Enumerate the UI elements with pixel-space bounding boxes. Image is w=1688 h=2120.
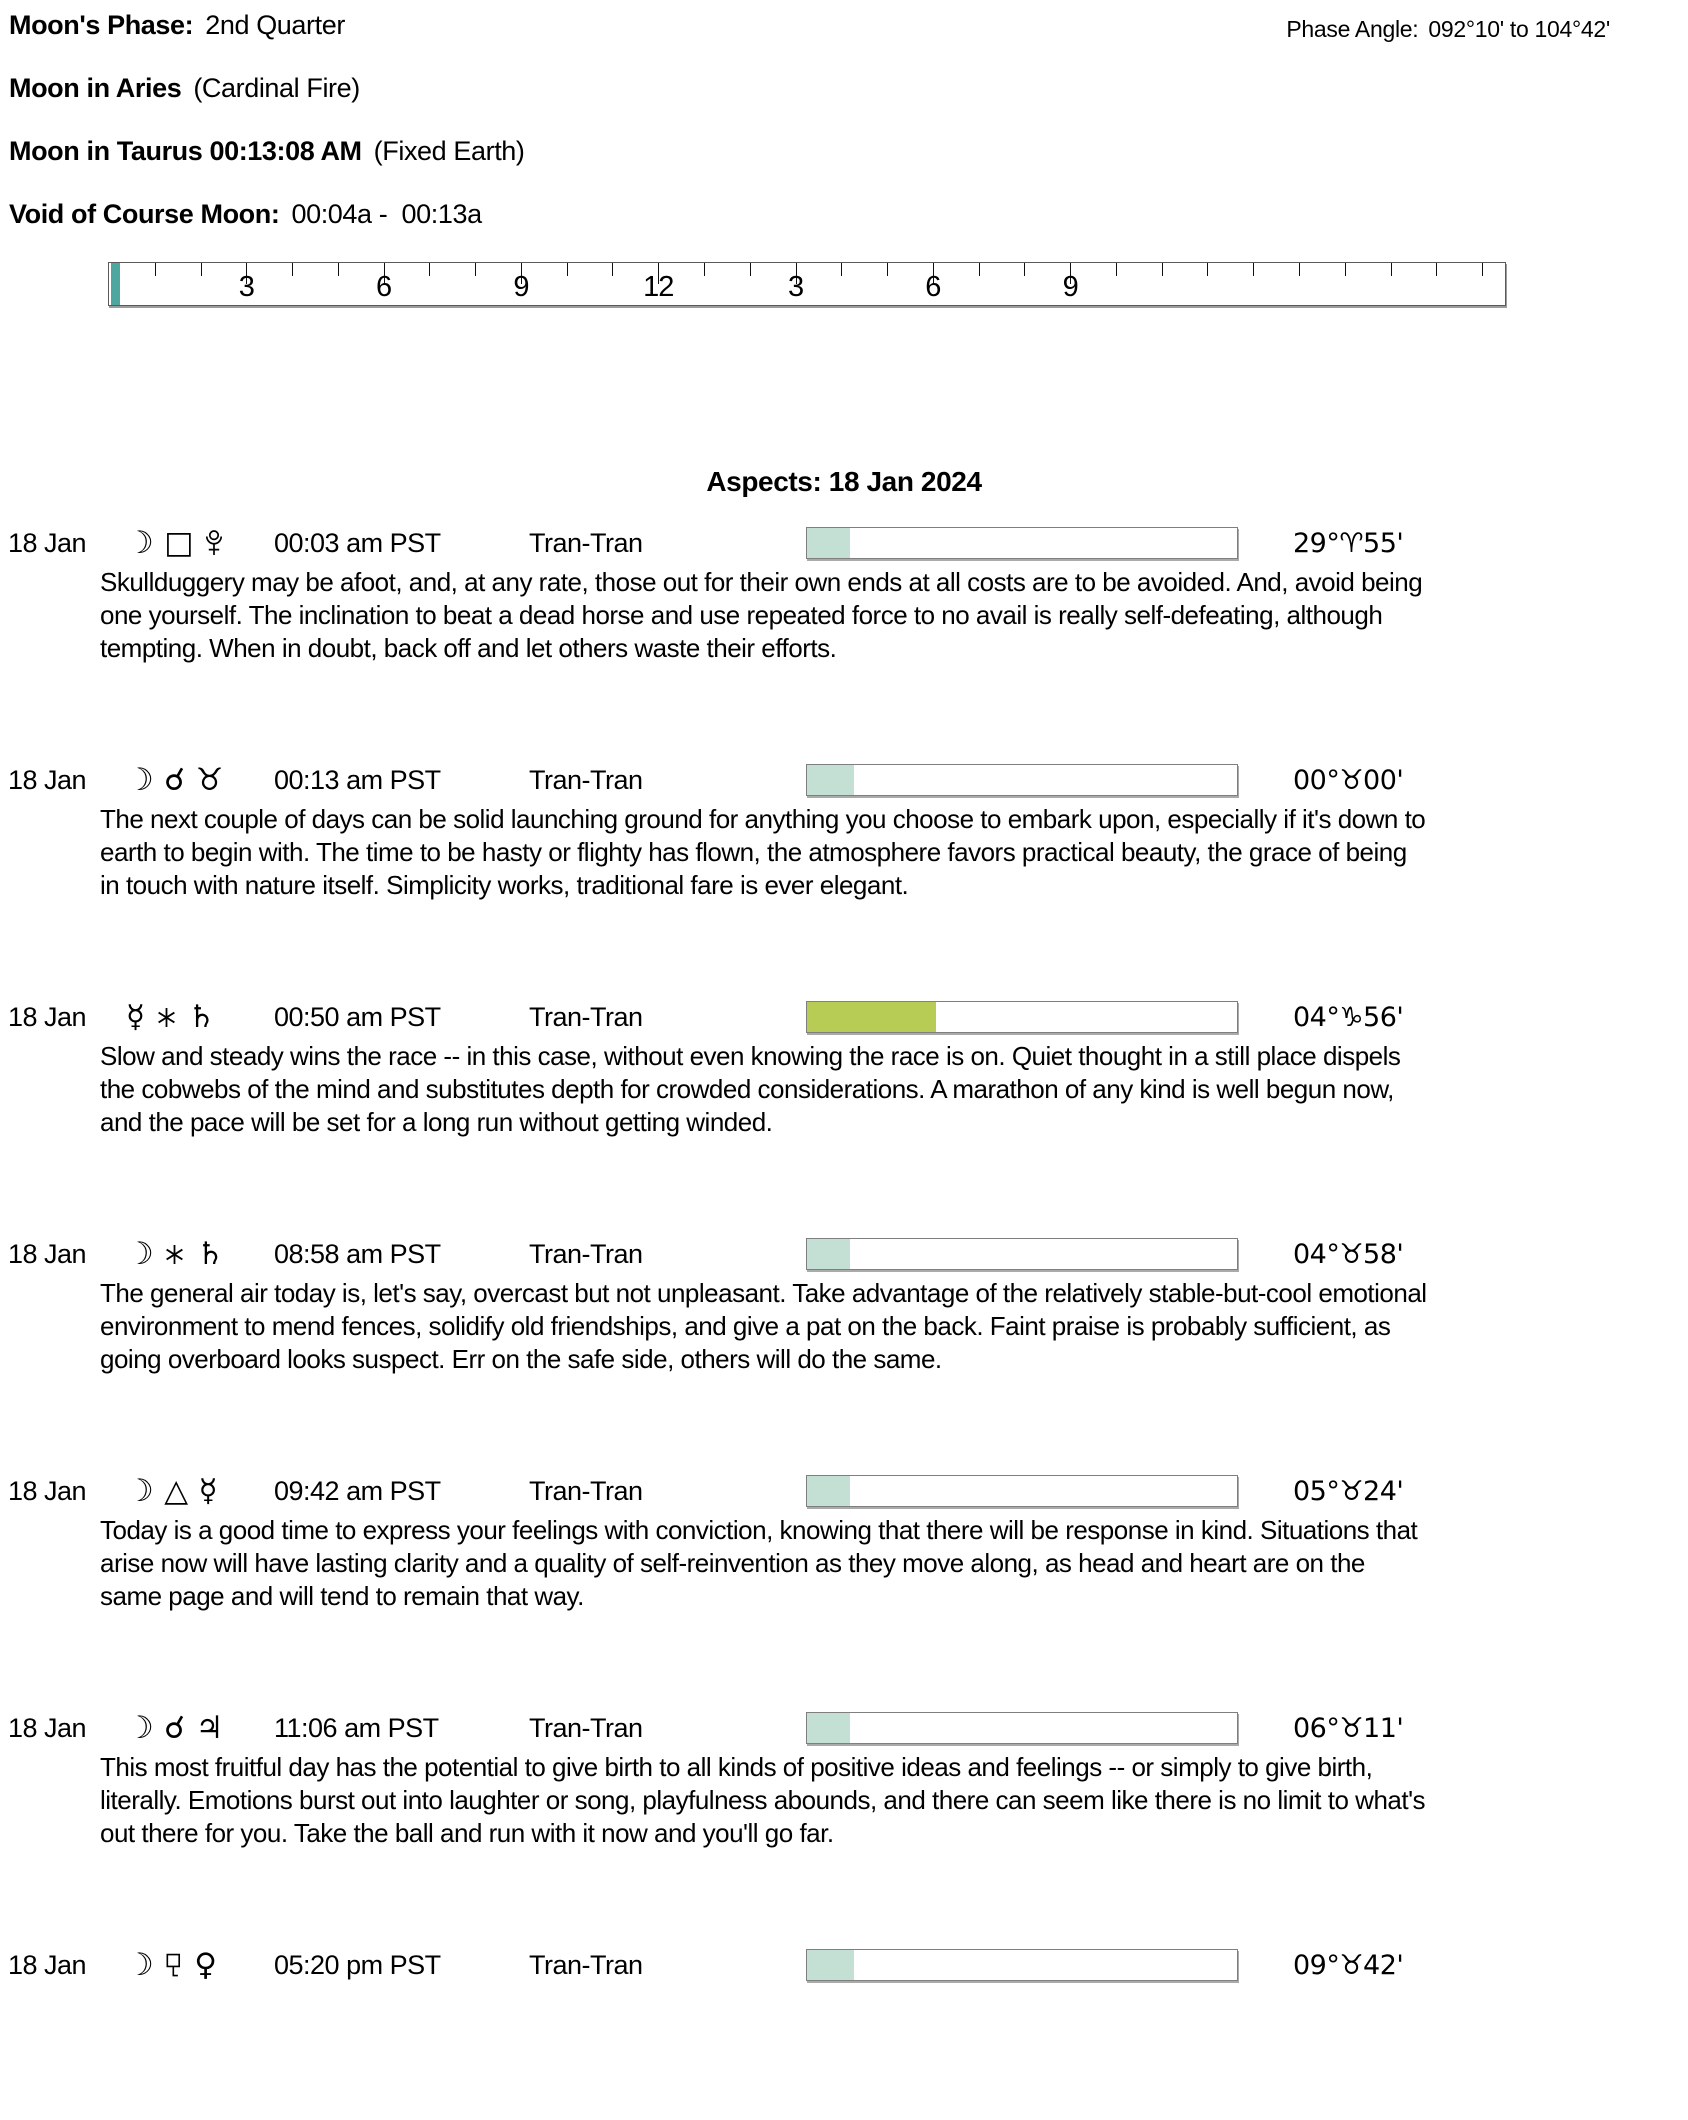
mercury-icon: ☿ (198, 1473, 218, 1509)
ruler-hour-label: 3 (238, 271, 254, 303)
mercury-icon: ☿ (126, 999, 145, 1035)
moon-sign-1: Moon in Aries (9, 73, 182, 103)
ruler-tick (1162, 263, 1163, 276)
aspect-description (100, 1988, 1430, 2120)
aspect-degree: 05°♉24' (1293, 1475, 1404, 1507)
ruler-tick (201, 263, 202, 276)
aspect-header (0, 761, 1688, 799)
ruler-tick (841, 263, 842, 276)
aspect-date: 18 Jan (8, 1712, 87, 1743)
aspect-type: Tran-Tran (529, 527, 643, 558)
ruler-tick (429, 263, 430, 276)
report-header (0, 10, 1688, 306)
aspect-symbols (126, 1236, 274, 1272)
ruler-tick (155, 263, 156, 276)
ruler-hour-label: 12 (643, 271, 674, 303)
voc-value: 00:04a - 00:13a (291, 199, 482, 229)
ruler-tick (1207, 263, 1208, 276)
ruler-tick (1253, 263, 1254, 276)
ruler-tick (1024, 263, 1025, 276)
aspect-type: Tran-Tran (529, 1949, 643, 1980)
jupiter-icon: ♃ (195, 1710, 223, 1746)
venus-icon: ♀ (194, 1947, 217, 1983)
aspect-entry (0, 1472, 1688, 1646)
ruler-tick (567, 263, 568, 276)
ruler-hour-label: 9 (513, 271, 529, 303)
ruler-tick (1436, 263, 1437, 276)
pluto-icon (204, 529, 224, 557)
aspect-orb-bar-fill (807, 528, 850, 558)
conjunction-icon: ☌ (164, 1710, 185, 1746)
voc-line (9, 199, 1688, 229)
ruler-tick (1482, 263, 1483, 276)
aspect-type: Tran-Tran (529, 1475, 643, 1506)
aspect-entry (0, 1946, 1688, 2120)
aspect-time: 09:42 am PST (274, 1475, 441, 1506)
ruler-tick (887, 263, 888, 276)
square-icon: □ (164, 525, 194, 561)
ruler-hour-label: 9 (1062, 271, 1078, 303)
aspect-description: Skullduggery may be afoot, and, at any rate, those out for their own ends at all costs are to be avoided. And, avoid being one yourself. The inclination to beat a dead horse and use repeated force to no avail is really self-defeating, although tempting. When in doubt, back off and let others waste their efforts. (100, 567, 1423, 663)
moon-phase-label: Moon's Phase: (9, 10, 194, 40)
ruler-hour-label: 6 (925, 271, 941, 303)
taurus-icon: ♉ (195, 762, 223, 798)
ruler-tick (338, 263, 339, 276)
aspect-degree: 04°♉58' (1293, 1238, 1404, 1270)
aspect-symbols (126, 525, 274, 561)
ruler-tick (704, 263, 705, 276)
aspect-orb-bar-fill (807, 1713, 850, 1743)
moon-icon: ☽ (126, 1236, 154, 1272)
aspects-title: Aspects: 18 Jan 2024 (706, 466, 982, 497)
ruler-tick (750, 263, 751, 276)
aspect-degree: 04°♑56' (1293, 1001, 1404, 1033)
aspect-entry (0, 524, 1688, 698)
sextile-icon (156, 1007, 177, 1028)
aspect-time: 00:13 am PST (274, 764, 441, 795)
aspect-orb-bar (806, 1238, 1238, 1270)
moon-sign-2: Moon in Taurus 00:13:08 AM (9, 136, 362, 166)
aspect-description: This most fruitful day has the potential to give birth to all kinds of positive ideas and feelings -- or simply to give birth, literally. Emotions burst out into laughter or song, playfulness abounds, and there can seem like there is no limit to what's out there for you. Take the ball and run with it now and you'll go far. (100, 1752, 1426, 1848)
aspect-type: Tran-Tran (529, 1001, 643, 1032)
aspect-degree: 00°♉00' (1293, 764, 1404, 796)
aspect-orb-bar-fill (807, 1239, 850, 1269)
aspect-date: 18 Jan (8, 1475, 87, 1506)
saturn-icon: ♄ (187, 999, 215, 1035)
moon-sign-line-2 (9, 136, 1688, 166)
voc-label: Void of Course Moon: (9, 199, 280, 229)
conjunction-icon: ☌ (164, 762, 185, 798)
aspect-description: Today is a good time to express your feelings with conviction, knowing that there will be response in kind. Situations that arise now will have lasting clarity and a quality of self-reinvention as they move along, as head and heart are on the same page and will tend to remain that way. (100, 1515, 1418, 1611)
aspect-entry (0, 761, 1688, 935)
aspect-orb-bar (806, 1001, 1238, 1033)
aspect-time: 08:58 am PST (274, 1238, 441, 1269)
aspect-type: Tran-Tran (529, 1712, 643, 1743)
aspect-date: 18 Jan (8, 1949, 87, 1980)
aspect-time: 00:50 am PST (274, 1001, 441, 1032)
ruler-tick (1345, 263, 1346, 276)
moon-phase-line (9, 10, 1688, 40)
aspect-date: 18 Jan (8, 764, 87, 795)
moon-icon: ☽ (126, 525, 154, 561)
aspect-orb-bar (806, 1949, 1238, 1981)
aspect-orb-bar (806, 1475, 1238, 1507)
saturn-icon: ♄ (196, 1236, 224, 1272)
aspect-symbols (126, 762, 274, 798)
sextile-icon (164, 1244, 185, 1265)
ruler-tick (1116, 263, 1117, 276)
aspect-header (0, 1709, 1688, 1747)
aspect-date: 18 Jan (8, 1001, 87, 1032)
aspect-header (0, 524, 1688, 562)
aspect-symbols (126, 1947, 274, 1983)
aspect-symbols (126, 1710, 274, 1746)
aspect-type: Tran-Tran (529, 764, 643, 795)
aspect-header (0, 998, 1688, 1036)
aspect-description: The general air today is, let's say, overcast but not unpleasant. Take advantage of the relatively stable-but-cool emotional environment to mend fences, solidify old friendships, and give a pat on the back. Faint praise is probably sufficient, as going overboard looks suspect. Err on the safe side, others will do the same. (100, 1278, 1427, 1374)
aspect-header (0, 1946, 1688, 1984)
aspect-symbols (126, 999, 274, 1035)
aspect-orb-bar-fill (807, 1950, 854, 1980)
aspect-header (0, 1235, 1688, 1273)
moon-sign-2-note: (Fixed Earth) (373, 136, 525, 166)
aspect-time: 05:20 pm PST (274, 1949, 441, 1980)
ruler-tick (292, 263, 293, 276)
moon-icon: ☽ (126, 1473, 154, 1509)
ruler-tick (475, 263, 476, 276)
trine-icon: △ (164, 1473, 188, 1509)
aspect-entry (0, 1235, 1688, 1409)
sesquiquadrate-icon (164, 1952, 183, 1978)
aspect-degree: 09°♉42' (1293, 1949, 1404, 1981)
aspect-date: 18 Jan (8, 527, 87, 558)
moon-icon: ☽ (126, 1710, 154, 1746)
aspect-orb-bar-fill (807, 765, 854, 795)
phase-angle-label: Phase Angle: (1286, 16, 1419, 42)
aspect-orb-bar (806, 1712, 1238, 1744)
moon-sign-1-note: (Cardinal Fire) (193, 73, 360, 103)
aspect-header (0, 1472, 1688, 1510)
aspect-orb-bar-fill (807, 1002, 936, 1032)
aspect-description: The next couple of days can be solid launching ground for anything you choose to embark upon, especially if it's down to earth to begin with. The time to be hasty or flighty has flown, the atmosphere favors practical beauty, the grace of being in touch with nature itself. Simplicity works, traditional fare is ever elegant. (100, 804, 1426, 900)
aspect-entry (0, 998, 1688, 1172)
moon-icon: ☽ (126, 1947, 154, 1983)
aspect-degree: 29°♈55' (1293, 527, 1404, 559)
aspect-orb-bar (806, 764, 1238, 796)
aspect-time: 00:03 am PST (274, 527, 441, 558)
aspect-time: 11:06 am PST (274, 1712, 439, 1743)
aspect-degree: 06°♉11' (1293, 1712, 1404, 1744)
moon-sign-line-1 (9, 73, 1688, 103)
aspect-entry (0, 1709, 1688, 1883)
aspect-description: Slow and steady wins the race -- in this case, without even knowing the race is on. Quiet thought in a still place dispels the cobwebs of the mind and substitutes depth for crowded considerations. A marathon of any kind is well begun now, and the pace will be set for a long run without getting winded. (100, 1041, 1401, 1137)
moon-phase-value: 2nd Quarter (205, 10, 345, 40)
phase-angle-value: 092°10' to 104°42' (1428, 16, 1610, 42)
voc-period-marker (111, 263, 120, 305)
ruler-tick (979, 263, 980, 276)
ruler-tick (1299, 263, 1300, 276)
aspect-orb-bar-fill (807, 1476, 850, 1506)
aspect-symbols (126, 1473, 274, 1509)
moon-icon: ☽ (126, 762, 154, 798)
aspect-type: Tran-Tran (529, 1238, 643, 1269)
ruler-tick (1391, 263, 1392, 276)
aspect-date: 18 Jan (8, 1238, 87, 1269)
ruler-hour-label: 6 (376, 271, 392, 303)
aspect-orb-bar (806, 527, 1238, 559)
phase-angle (1286, 14, 1610, 44)
ruler-tick (612, 263, 613, 276)
ruler-hour-label: 3 (787, 271, 804, 303)
aspects-list (0, 524, 1688, 2120)
voc-timeline-ruler (108, 262, 1506, 306)
